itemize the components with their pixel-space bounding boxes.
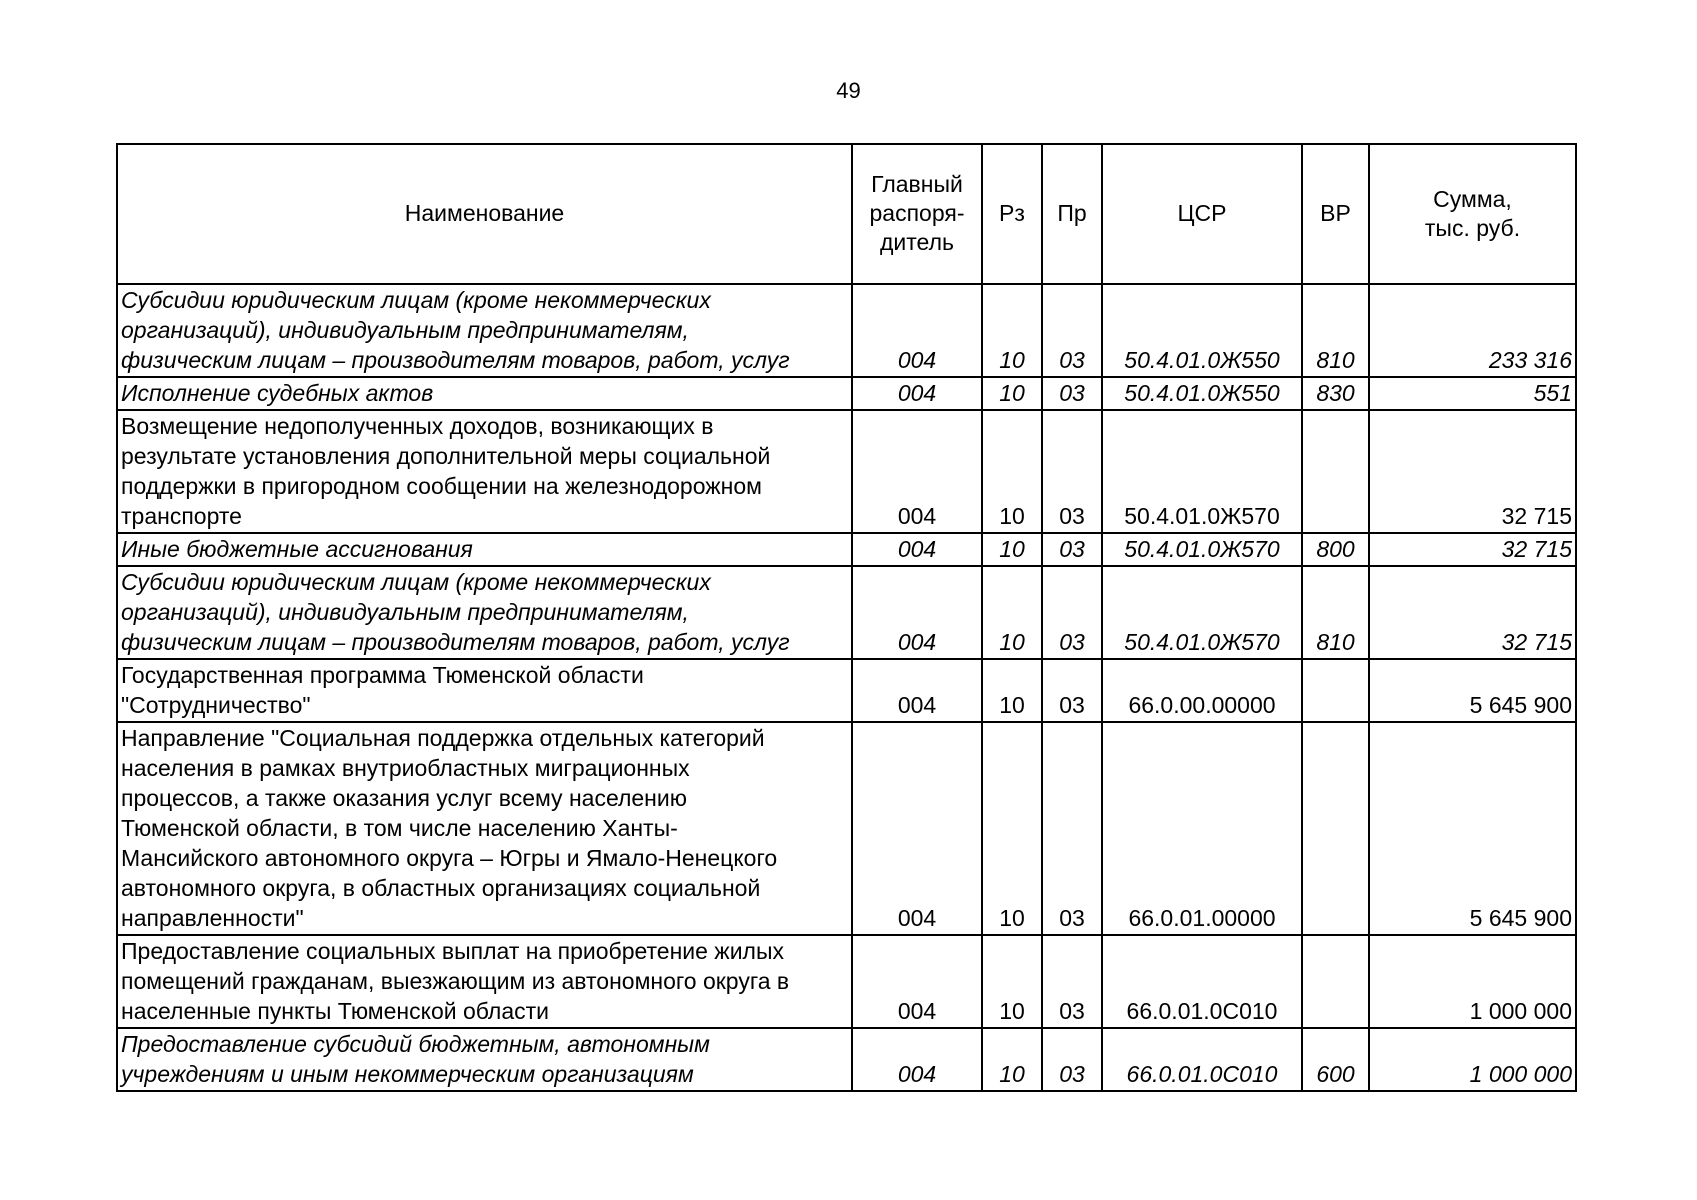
table-row bbox=[117, 377, 1576, 410]
cell-vr bbox=[1302, 722, 1369, 935]
cell-sum: 1 000 000 bbox=[1369, 935, 1576, 1028]
cell-name: Иные бюджетные ассигнования bbox=[117, 533, 852, 566]
cell-rz: 10 bbox=[982, 1028, 1042, 1091]
cell-rz: 10 bbox=[982, 566, 1042, 659]
cell-chief: 004 bbox=[852, 284, 982, 377]
header-name: Наименование bbox=[117, 144, 852, 284]
cell-chief: 004 bbox=[852, 935, 982, 1028]
header-csr: ЦСР bbox=[1102, 144, 1302, 284]
cell-chief: 004 bbox=[852, 410, 982, 533]
cell-rz: 10 bbox=[982, 722, 1042, 935]
cell-chief: 004 bbox=[852, 659, 982, 722]
cell-sum: 1 000 000 bbox=[1369, 1028, 1576, 1091]
cell-csr: 66.0.01.0С010 bbox=[1102, 1028, 1302, 1091]
cell-pr: 03 bbox=[1042, 566, 1102, 659]
table-header-row bbox=[117, 144, 1576, 284]
cell-vr bbox=[1302, 659, 1369, 722]
page-number: 49 bbox=[836, 78, 861, 103]
cell-pr: 03 bbox=[1042, 284, 1102, 377]
cell-chief: 004 bbox=[852, 533, 982, 566]
cell-name: Предоставление субсидий бюджетным, автономным учреждениям и иным некоммерческим организациям bbox=[117, 1028, 852, 1091]
cell-name: Предоставление социальных выплат на приобретение жилых помещений гражданам, выезжающим из автономного округа в населенные пункты Тюменской области bbox=[117, 935, 852, 1028]
cell-vr: 810 bbox=[1302, 284, 1369, 377]
cell-chief: 004 bbox=[852, 566, 982, 659]
table-row bbox=[117, 566, 1576, 659]
header-rz: Рз bbox=[982, 144, 1042, 284]
cell-vr: 810 bbox=[1302, 566, 1369, 659]
cell-csr: 66.0.01.0С010 bbox=[1102, 935, 1302, 1028]
cell-name: Субсидии юридическим лицам (кроме некоммерческих организаций), индивидуальным предпринимателям, физическим лицам – производителям товаров, работ, услуг bbox=[117, 566, 852, 659]
table-row bbox=[117, 533, 1576, 566]
cell-name: Направление "Социальная поддержка отдельных категорий населения в рамках внутриобластных миграционных процессов, а также оказания услуг всему населению Тюменской области, в том числе населению Ханты- Мансийского автономного округа – Югры и Ямало-Ненецкого автономного округа, в областных организациях социальной направленности" bbox=[117, 722, 852, 935]
table-row bbox=[117, 410, 1576, 533]
cell-pr: 03 bbox=[1042, 1028, 1102, 1091]
table-row bbox=[117, 935, 1576, 1028]
cell-rz: 10 bbox=[982, 410, 1042, 533]
cell-name: Возмещение недополученных доходов, возникающих в результате установления дополнительной меры социальной поддержки в пригородном сообщении на железнодорожном транспорте bbox=[117, 410, 852, 533]
cell-csr: 50.4.01.0Ж550 bbox=[1102, 284, 1302, 377]
cell-chief: 004 bbox=[852, 1028, 982, 1091]
cell-pr: 03 bbox=[1042, 533, 1102, 566]
cell-sum: 32 715 bbox=[1369, 410, 1576, 533]
cell-csr: 50.4.01.0Ж570 bbox=[1102, 566, 1302, 659]
cell-csr: 66.0.00.00000 bbox=[1102, 659, 1302, 722]
cell-vr: 800 bbox=[1302, 533, 1369, 566]
cell-csr: 50.4.01.0Ж570 bbox=[1102, 410, 1302, 533]
cell-csr: 66.0.01.00000 bbox=[1102, 722, 1302, 935]
cell-vr bbox=[1302, 410, 1369, 533]
cell-vr: 830 bbox=[1302, 377, 1369, 410]
cell-csr: 50.4.01.0Ж570 bbox=[1102, 533, 1302, 566]
cell-name: Исполнение судебных актов bbox=[117, 377, 852, 410]
header-chief: Главный распоря- дитель bbox=[852, 144, 982, 284]
cell-pr: 03 bbox=[1042, 935, 1102, 1028]
cell-sum: 32 715 bbox=[1369, 533, 1576, 566]
cell-sum: 233 316 bbox=[1369, 284, 1576, 377]
cell-rz: 10 bbox=[982, 284, 1042, 377]
cell-vr: 600 bbox=[1302, 1028, 1369, 1091]
cell-rz: 10 bbox=[982, 935, 1042, 1028]
cell-pr: 03 bbox=[1042, 377, 1102, 410]
cell-vr bbox=[1302, 935, 1369, 1028]
cell-pr: 03 bbox=[1042, 722, 1102, 935]
cell-chief: 004 bbox=[852, 722, 982, 935]
cell-sum: 32 715 bbox=[1369, 566, 1576, 659]
table-row bbox=[117, 284, 1576, 377]
cell-sum: 5 645 900 bbox=[1369, 659, 1576, 722]
table-body bbox=[117, 284, 1576, 1091]
header-sum: Сумма, тыс. руб. bbox=[1369, 144, 1576, 284]
cell-rz: 10 bbox=[982, 377, 1042, 410]
header-pr: Пр bbox=[1042, 144, 1102, 284]
cell-rz: 10 bbox=[982, 533, 1042, 566]
table-row bbox=[117, 659, 1576, 722]
header-vr: ВР bbox=[1302, 144, 1369, 284]
cell-rz: 10 bbox=[982, 659, 1042, 722]
table-row bbox=[117, 1028, 1576, 1091]
budget-table bbox=[116, 143, 1577, 1092]
cell-csr: 50.4.01.0Ж550 bbox=[1102, 377, 1302, 410]
cell-sum: 551 bbox=[1369, 377, 1576, 410]
cell-chief: 004 bbox=[852, 377, 982, 410]
cell-pr: 03 bbox=[1042, 410, 1102, 533]
cell-name: Государственная программа Тюменской области "Сотрудничество" bbox=[117, 659, 852, 722]
table-row bbox=[117, 722, 1576, 935]
cell-name: Субсидии юридическим лицам (кроме некоммерческих организаций), индивидуальным предпринимателям, физическим лицам – производителям товаров, работ, услуг bbox=[117, 284, 852, 377]
cell-pr: 03 bbox=[1042, 659, 1102, 722]
cell-sum: 5 645 900 bbox=[1369, 722, 1576, 935]
